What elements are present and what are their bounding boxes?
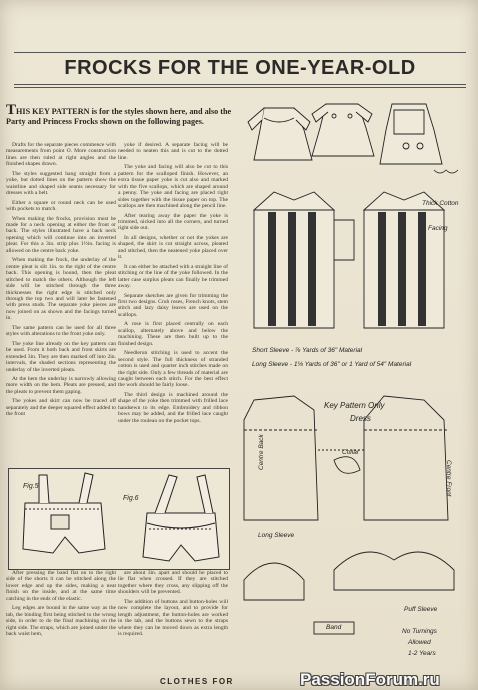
long-sleeve-label: Long Sleeve xyxy=(258,532,295,539)
paragraph: The yokes and skirt can now be traced off separately and the deeper squared effect added to the front xyxy=(6,398,117,418)
paragraph: Drafts for the separate pieces commence with measurements from point O. More construction lines are then ruled at right angles and the finished shapes drawn. xyxy=(6,142,116,168)
paragraph: After tearing away the paper the yoke is trimmed, nicked into all the corners, and turned right side out. xyxy=(118,212,228,232)
figure-box xyxy=(8,468,230,570)
paragraph: yoke if desired. A separate facing will be needed to neaten this and is cut to the dotted line. xyxy=(118,142,228,161)
page-footer: CLOTHES FOR xyxy=(160,677,234,686)
paragraph: Either a square or round neck can be used with pockets to match. xyxy=(6,199,116,213)
key-pattern-label: Key Pattern Only xyxy=(324,401,385,410)
band-label: Band xyxy=(326,624,342,631)
no-turnings-label: No Turnings xyxy=(402,628,437,635)
text-column-2 xyxy=(118,142,228,424)
paragraph: A rose is first placed centrally on each scallop, alternately above and below the machining. These are then built up to the finished design. xyxy=(118,321,228,347)
paragraph: The third design is machined around the shape of the yoke then trimmed with frilled lace handsewn to its edge. Embroidery and ribbon bows may be added, and the frilled lace caught under the rouleau on the pocket tops. xyxy=(118,391,228,424)
paragraph: When making the frocks, provision must be made for a neck opening at either the front or back. The styles illustrated have a back neck opening which will continue into an inverted pleat. For this a 3in. strip plus 1½in. facing is allowed on the centre back yoke. xyxy=(6,215,116,254)
paragraph: At the hem the underlay is narrowly allowing more width on the hem. Pleats are pressed, and the pleats to prevent them gaping. xyxy=(6,375,116,395)
paragraph: The addition of buttons and button-holes will now complete the layout, and to provide for length adjustment, the button-holes are worked in the tab, and the buttons sewn to the straps where they can be moved down as extra length is required. xyxy=(118,598,228,638)
collar-label: Collar xyxy=(342,449,359,456)
paragraph: Needlerun stitching is used to accent the second style. The full thickness of stranded cotton is used and quarter inch stitches made on the right side. Only a few threads of material are caught between each stitch. For the best effect the work should be fairly loose. xyxy=(118,350,228,389)
centre-front-label: Centre Front xyxy=(445,460,452,497)
short-sleeve-yardage: Short Sleeve - ⅞ Yards of 36" Material xyxy=(252,347,363,354)
shorts-illustration xyxy=(9,469,229,569)
paragraph: The yoke and facing will also be cut to this pattern for the scalloped finish. However, an extra tissue paper yoke is cut also and marked with the five scallops, which are shaped around a penny. The yoke and facing are placed right sides together with the tissue paper on top. The scallops are then machined along the pencil line. xyxy=(118,164,228,210)
puff-sleeve-label: Puff Sleeve xyxy=(404,606,438,613)
paragraph: are about 3in. apart and should be placed to lie flat when crossed. If they are stitched together where they cross, any slipping off the shoulders will be prevented. xyxy=(118,570,228,596)
centre-back-label: Centre Back xyxy=(258,434,265,470)
paragraph: The same pattern can be used for all three styles with alterations to the front yoke only. xyxy=(6,324,116,338)
drop-cap: T xyxy=(6,102,17,118)
dress-label: Dress xyxy=(350,414,371,423)
fig5-label: Fig.5 xyxy=(23,483,39,490)
paragraph: It can either be attached with a straight line of stitching or the line of the yoke followed. In the latter case surplus pleats can finally be trimmed away. xyxy=(118,263,228,290)
intro-text: HIS KEY PATTERN is for the styles shown here, and also the Party and Princess Frocks shown on the following pages. xyxy=(6,107,232,126)
paragraph: The yoke line already on the key pattern can be used. From it both back and front skirts are extended 3in. They are then marked off into 2in. intervals, the shaded sections representing the underlay of the inverted pleats. xyxy=(6,340,116,373)
long-sleeve-yardage: Long Sleeve - 1⅛ Yards of 36" or 1 Yard of 54" Material xyxy=(252,361,412,368)
pattern-diagram xyxy=(234,100,474,680)
intro-paragraph xyxy=(6,102,234,126)
site-watermark: PassionForum.ru xyxy=(300,670,440,689)
paragraph: The styles suggested hang straight from a yoke, but dotted lines on the pattern show the waistline and shaped side seams necessary for dresses with a belt. xyxy=(6,170,116,197)
paragraph: Leg edges are bound in the same way as the tab, the binding first being stitched to the wrong side, in order to do the final machining on the right side. The straps, which are joined under the back waist hem, xyxy=(6,605,116,638)
title-underline-2 xyxy=(14,87,466,88)
text-column-3 xyxy=(6,570,116,685)
fig6-label: Fig.6 xyxy=(123,495,139,502)
top-rule xyxy=(14,52,466,53)
paragraph: In all designs, whether or not the yokes are shaped, the skirt is cut straight across, pleated and stitched, then the neatened yoke placed over it. xyxy=(118,234,228,261)
paragraph: When making the frock, the underlay of the centre pleat is slit 1in. to the right of the centre back. This opening is bound, then the pleat stitched to match the others. Although the left side will be stitched through the three thicknesses the right edge is stitched only through the top two and will later be fastened with press studs. The separate yoke pieces are now joined on as shown and the facings turned in. xyxy=(6,257,116,322)
text-column-1 xyxy=(6,142,116,464)
paragraph: After pressing the band flat on to the right side of the shorts it can be stitched along the lower edge and up the sides, making a neat finish on the inside, and at the same time catching in the ends of the elastic. xyxy=(6,570,116,602)
title-underline xyxy=(14,84,466,85)
page-title: FROCKS FOR THE ONE-YEAR-OLD xyxy=(64,57,416,79)
age-label: 1-2 Years xyxy=(408,650,436,657)
allowed-label: Allowed xyxy=(408,639,431,646)
thick-cotton-label: Thick Cotton xyxy=(422,200,459,207)
paragraph: Separate sketches are given for trimming the first two designs. Cruh roses, French knots, stem stitch and lazy daisy leaves are used on the scallops. xyxy=(118,292,228,318)
text-column-4 xyxy=(118,570,228,685)
facing-label: Facing xyxy=(428,225,448,232)
